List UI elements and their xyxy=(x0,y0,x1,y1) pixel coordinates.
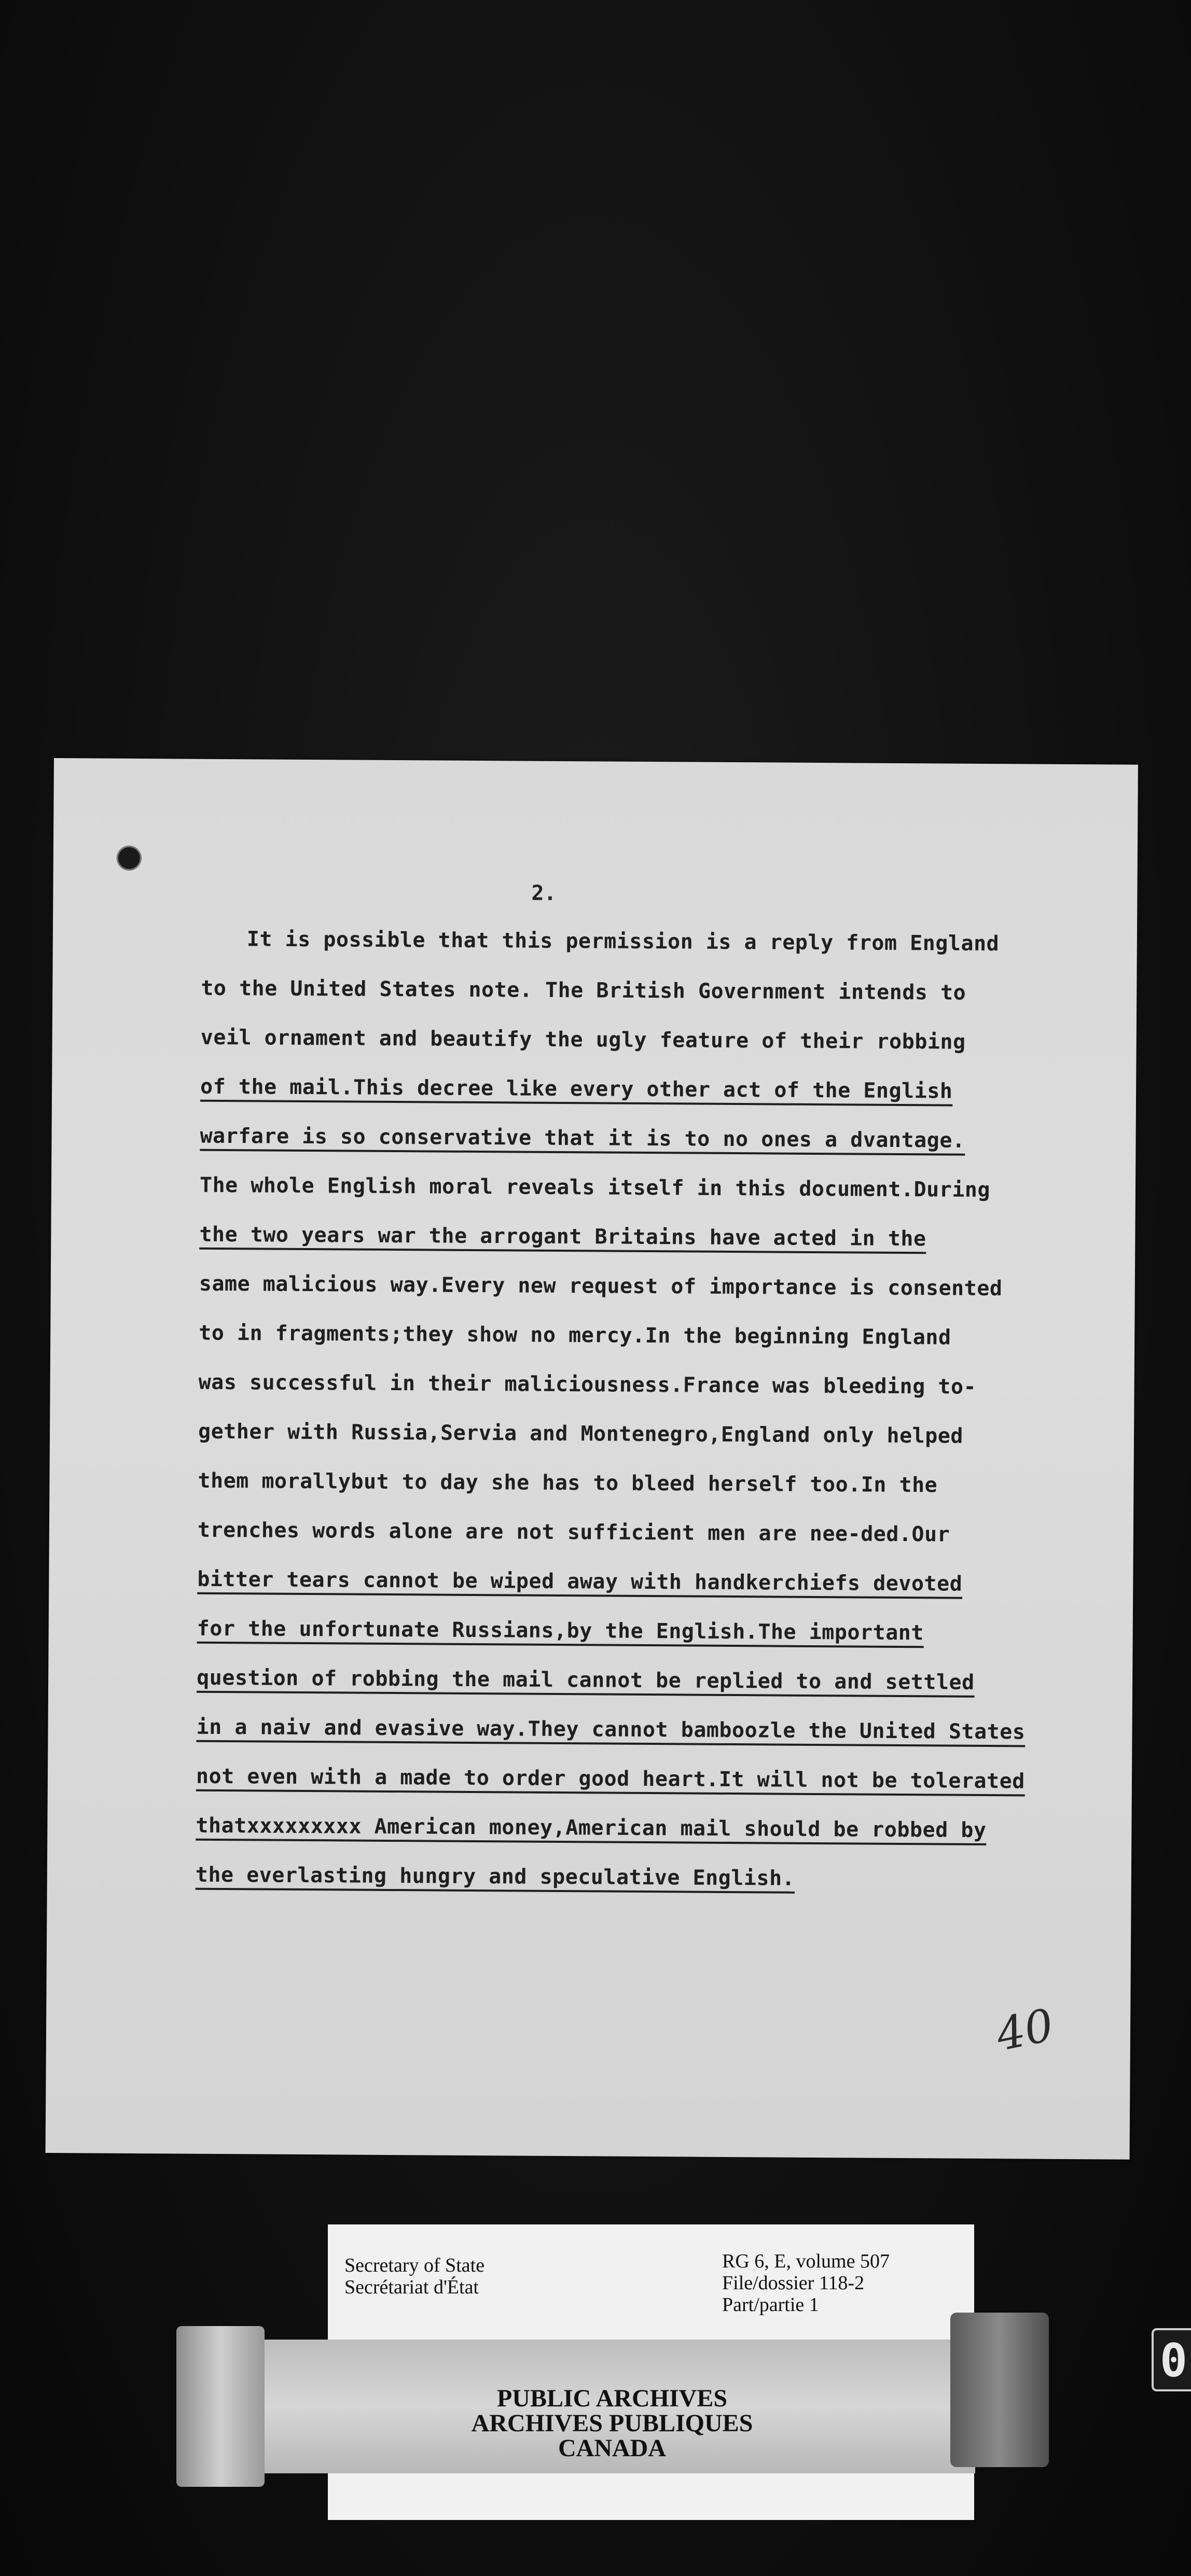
text-line: thatxxxxxxxxx American money,American mail should be robbed by xyxy=(196,1813,987,1843)
text-line: to in fragments;they show no mercy.In the beginning England xyxy=(199,1321,951,1350)
text-line: the two years war the arrogant Britains have acted in the xyxy=(199,1222,926,1251)
part-number: Part/partie 1 xyxy=(722,2294,819,2316)
text-line: trenches words alone are not sufficient men are nee-ded.Our xyxy=(197,1518,950,1547)
text-line: It is possible that this permission is a reply from England xyxy=(246,927,1000,956)
text-line: bitter tears cannot be wiped away with handkerchiefs devoted xyxy=(197,1567,963,1596)
stamp-line: PUBLIC ARCHIVES xyxy=(496,2385,728,2412)
department-label xyxy=(344,2255,484,2298)
handwritten-folio-number: 40 xyxy=(992,1999,1058,2062)
file-number: File/dossier 118-2 xyxy=(722,2272,865,2294)
text-line: gether with Russia,Servia and Montenegro,England only helped xyxy=(198,1419,964,1448)
text-line: the everlasting hungry and speculative English. xyxy=(195,1863,795,1891)
department-fr: Secrétariat d'État xyxy=(344,2276,479,2298)
text-line: question of robbing the mail cannot be replied to and settled xyxy=(197,1665,975,1695)
text-line: was successful in their maliciousness.France was bleeding to- xyxy=(198,1370,977,1399)
clip-left xyxy=(176,2326,265,2487)
text-line: to the United States note. The British Government intends to xyxy=(201,976,966,1005)
typed-body xyxy=(196,915,1084,1905)
text-line: not even with a made to order good heart.It will not be tolerated xyxy=(196,1764,1025,1794)
text-line: The whole English moral reveals itself in this document.During xyxy=(199,1173,991,1202)
text-line: of the mail.This decree like every other act of the English xyxy=(200,1074,953,1103)
text-line: veil ornament and beautify the ugly feature of their robbing xyxy=(200,1025,966,1054)
page-number: 2. xyxy=(531,881,557,905)
department-en: Secretary of State xyxy=(344,2255,485,2276)
archives-stamp xyxy=(353,2386,871,2461)
record-group: RG 6, E, volume 507 xyxy=(722,2250,890,2272)
text-line: in a naiv and evasive way.They cannot bamboozle the United States xyxy=(196,1715,1026,1744)
frame-marker: 0 xyxy=(1152,2328,1191,2391)
clip-right xyxy=(950,2313,1049,2467)
typed-page xyxy=(46,758,1138,2160)
text-line: for the unfortunate Russians,by the English.The important xyxy=(197,1616,924,1645)
stamp-line: CANADA xyxy=(558,2434,666,2462)
stamp-line: ARCHIVES PUBLIQUES xyxy=(471,2410,753,2437)
reference-label xyxy=(722,2250,890,2316)
text-line: warfare is so conservative that it is to no ones a dvantage. xyxy=(200,1124,965,1153)
text-line: them morallybut to day she has to bleed herself too.In the xyxy=(198,1468,938,1497)
text-line: same malicious way.Every new request of importance is consented xyxy=(199,1271,1003,1301)
punch-hole xyxy=(117,846,142,871)
